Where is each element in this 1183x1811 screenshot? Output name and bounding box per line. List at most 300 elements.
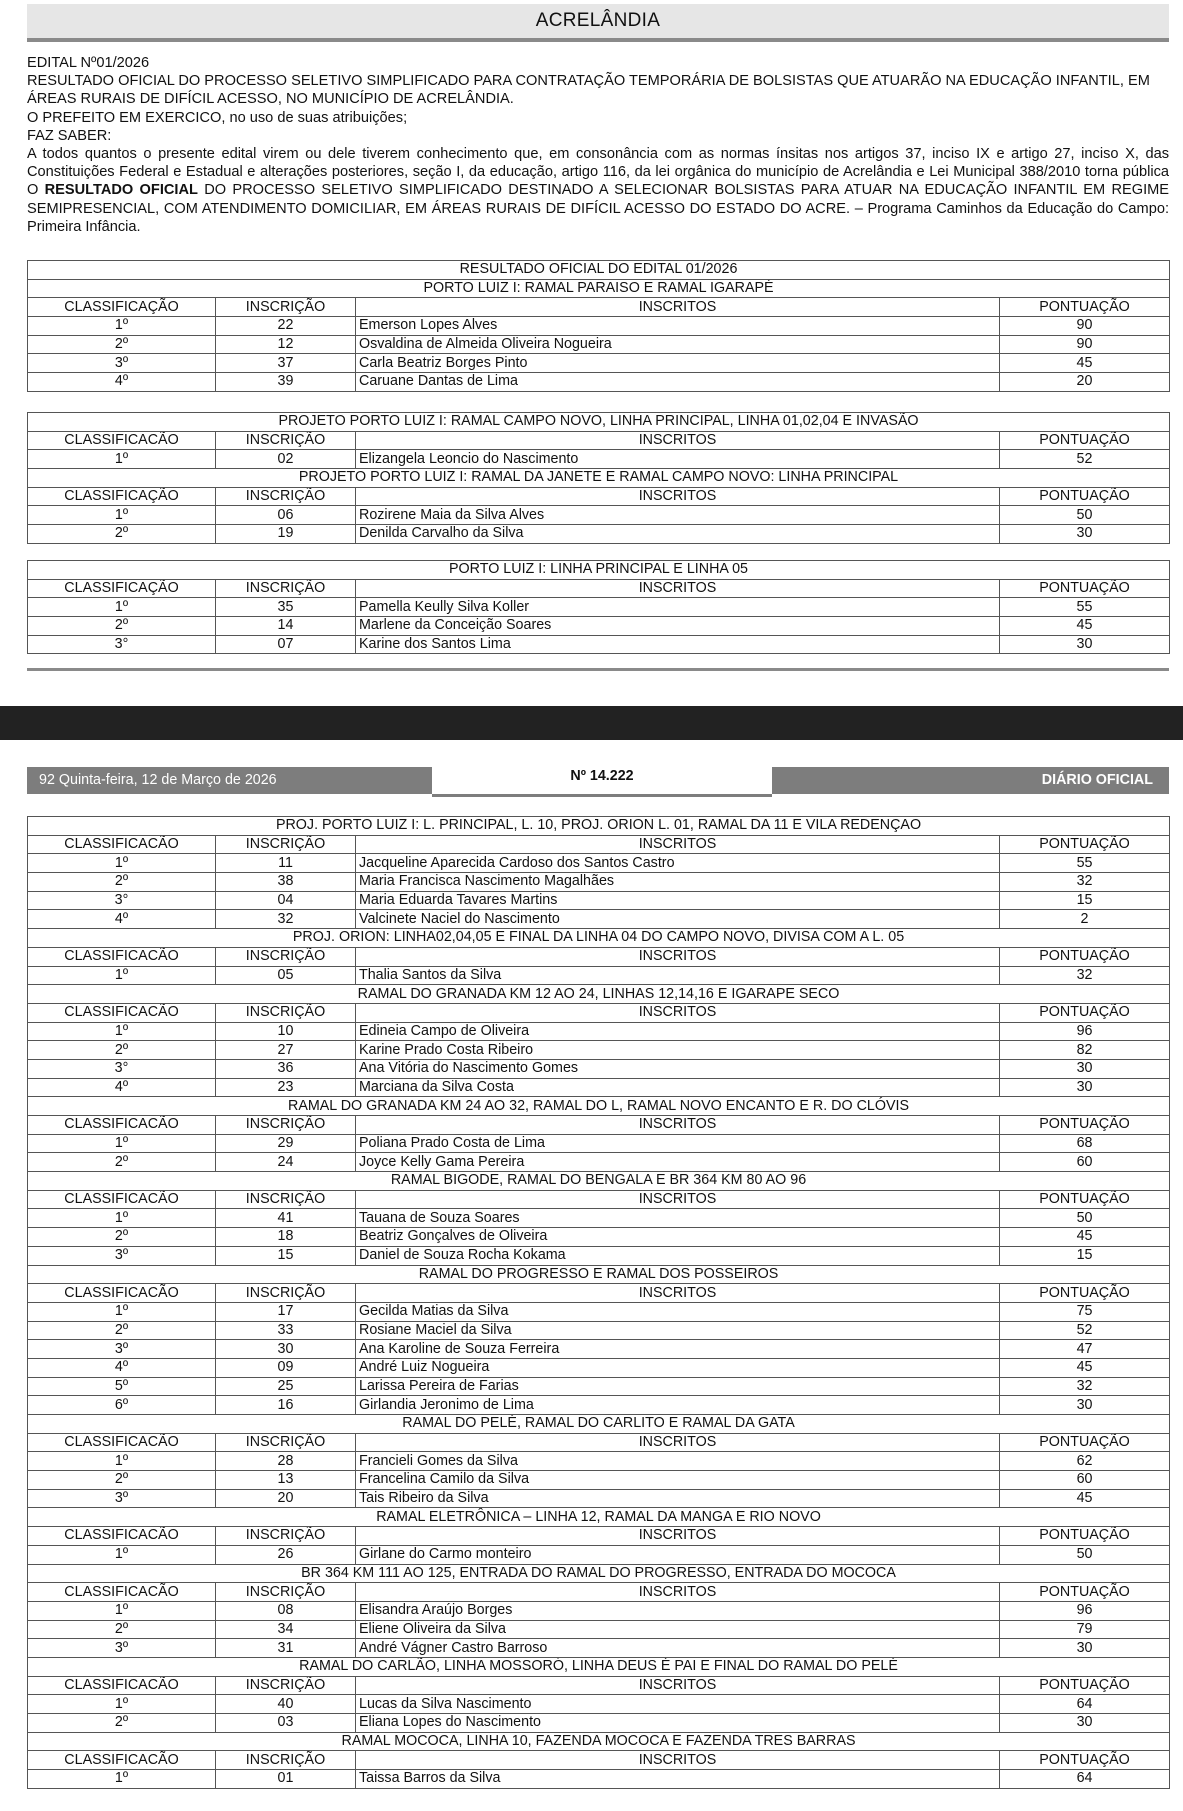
name-cell: Thalia Santos da Silva <box>356 966 1000 985</box>
inscricao-cell: 33 <box>216 1321 356 1340</box>
name-cell: Eliene Oliveira da Silva <box>356 1620 1000 1639</box>
rank-cell: 2º <box>28 873 216 892</box>
score-cell: 30 <box>1000 1714 1170 1733</box>
rank-cell: 3º <box>28 1246 216 1265</box>
table-row <box>28 1545 1170 1564</box>
col-classificacao: CLASSIFICAÇÃO <box>28 487 216 506</box>
score-cell: 60 <box>1000 1471 1170 1490</box>
name-cell: Carla Beatriz Borges Pinto <box>356 354 1000 373</box>
inscricao-cell: 37 <box>216 354 356 373</box>
score-cell: 30 <box>1000 635 1170 654</box>
score-cell: 50 <box>1000 506 1170 525</box>
name-cell: Larissa Pereira de Farias <box>356 1377 1000 1396</box>
score-cell: 64 <box>1000 1695 1170 1714</box>
section-heading-row <box>28 1415 1170 1434</box>
score-cell: 30 <box>1000 525 1170 544</box>
score-cell: 45 <box>1000 354 1170 373</box>
name-cell: Beatriz Gonçalves de Oliveira <box>356 1228 1000 1247</box>
col-pontuacao: PONTUAÇÃO <box>1000 579 1170 598</box>
column-header-row <box>28 1583 1170 1602</box>
inscricao-cell: 05 <box>216 966 356 985</box>
table-row <box>28 506 1170 525</box>
rank-cell: 1º <box>28 1601 216 1620</box>
col-classificacao: CLASSIFICACÃO <box>28 1284 216 1303</box>
result-table-3 <box>27 560 1170 654</box>
col-inscritos: INSCRITOS <box>356 1751 1000 1770</box>
col-inscritos: INSCRITOS <box>356 835 1000 854</box>
inscricao-cell: 36 <box>216 1059 356 1078</box>
inscricao-cell: 41 <box>216 1209 356 1228</box>
score-cell: 55 <box>1000 598 1170 617</box>
col-classificacao: CLASSIFICAÇÃO <box>28 579 216 598</box>
rank-cell: 2º <box>28 1471 216 1490</box>
table-row <box>28 1377 1170 1396</box>
col-classificacao: CLASSIFICACÃO <box>28 1676 216 1695</box>
table-row <box>28 1471 1170 1490</box>
name-cell: Taissa Barros da Silva <box>356 1770 1000 1789</box>
section-heading: PROJ. PORTO LUIZ I: L. PRINCIPAL, L. 10, PROJ. ORION L. 01, RAMAL DA 11 E VILA REDENÇAO <box>28 817 1170 836</box>
col-inscritos: INSCRITOS <box>356 1676 1000 1695</box>
result-table-4 <box>27 816 1170 1789</box>
result-table-2 <box>27 412 1170 544</box>
inscricao-cell: 20 <box>216 1489 356 1508</box>
faz-saber: FAZ SABER: <box>27 127 112 144</box>
rank-cell: 1º <box>28 966 216 985</box>
name-cell: Elisandra Araújo Borges <box>356 1601 1000 1620</box>
table-row <box>28 598 1170 617</box>
score-cell: 60 <box>1000 1153 1170 1172</box>
gazette-number: Nº 14.222 <box>432 765 772 797</box>
col-classificacao: CLASSIFICACÃO <box>28 1527 216 1546</box>
col-inscricao: INSCRIÇÃO <box>216 835 356 854</box>
score-cell: 32 <box>1000 873 1170 892</box>
name-cell: Girlane do Carmo monteiro <box>356 1545 1000 1564</box>
name-cell: Karine dos Santos Lima <box>356 635 1000 654</box>
rank-cell: 2º <box>28 1228 216 1247</box>
name-cell: Joyce Kelly Gama Pereira <box>356 1153 1000 1172</box>
name-cell: Poliana Prado Costa de Lima <box>356 1134 1000 1153</box>
inscricao-cell: 32 <box>216 910 356 929</box>
table-row <box>28 450 1170 469</box>
column-header-row <box>28 1190 1170 1209</box>
gazette-name: DIÁRIO OFICIAL <box>1041 772 1153 788</box>
inscricao-cell: 02 <box>216 450 356 469</box>
rank-cell: 2º <box>28 1714 216 1733</box>
col-pontuacao: PONTUAÇÃO <box>1000 1116 1170 1135</box>
col-inscritos: INSCRITOS <box>356 1527 1000 1546</box>
col-pontuacao: PONTUAÇÃO <box>1000 487 1170 506</box>
rank-cell: 2º <box>28 1321 216 1340</box>
score-cell: 90 <box>1000 335 1170 354</box>
score-cell: 75 <box>1000 1302 1170 1321</box>
column-header-row <box>28 1676 1170 1695</box>
score-cell: 96 <box>1000 1601 1170 1620</box>
body-text-2: DO PROCESSO SELETIVO SIMPLIFICADO DESTINADO A SELECIONAR BOLSISTAS PARA ATUAR NA EDUCAÇÃO INFANTIL EM REGIME SEMIPRESENCIAL, COM ATENDIMENTO DOMICILIAR, EM ÁREAS RURAIS DE DIFÍCIL ACESSO DO ESTADO DO ACRE. – Programa Caminhos da Educação do Campo: Primeira Infância. <box>27 182 1170 235</box>
inscricao-cell: 22 <box>216 317 356 336</box>
page-separator <box>0 706 1183 740</box>
rank-cell: 1º <box>28 1452 216 1471</box>
name-cell: Ana Vitória do Nascimento Gomes <box>356 1059 1000 1078</box>
edital-number: EDITAL Nº01/2026 <box>27 55 150 71</box>
column-header-row <box>28 947 1170 966</box>
column-header-row <box>28 1433 1170 1452</box>
score-cell: 20 <box>1000 373 1170 392</box>
column-header-row <box>28 835 1170 854</box>
score-cell: 15 <box>1000 1246 1170 1265</box>
name-cell: Denilda Carvalho da Silva <box>356 525 1000 544</box>
table-row <box>28 1714 1170 1733</box>
section-heading-row <box>28 1508 1170 1527</box>
score-cell: 64 <box>1000 1770 1170 1789</box>
edital-intro <box>27 54 1169 236</box>
rank-cell: 1º <box>28 1134 216 1153</box>
col-classificacao: CLASSIFICACÃO <box>28 1433 216 1452</box>
score-cell: 50 <box>1000 1209 1170 1228</box>
table-row <box>28 1022 1170 1041</box>
col-pontuacao: PONTUAÇÃO <box>1000 947 1170 966</box>
name-cell: Karine Prado Costa Ribeiro <box>356 1041 1000 1060</box>
column-header-row <box>28 298 1170 317</box>
name-cell: Emerson Lopes Alves <box>356 317 1000 336</box>
inscricao-cell: 38 <box>216 873 356 892</box>
section-heading: RAMAL BIGODE, RAMAL DO BENGALA E BR 364 KM 80 AO 96 <box>28 1172 1170 1191</box>
section-heading-row <box>28 1732 1170 1751</box>
name-cell: Tauana de Souza Soares <box>356 1209 1000 1228</box>
inscricao-cell: 10 <box>216 1022 356 1041</box>
section-heading: PROJETO PORTO LUIZ I: RAMAL DA JANETE E RAMAL CAMPO NOVO: LINHA PRINCIPAL <box>28 469 1170 488</box>
col-classificacao: CLASSIFICACÃO <box>28 1003 216 1022</box>
score-cell: 15 <box>1000 891 1170 910</box>
table-row <box>28 854 1170 873</box>
score-cell: 52 <box>1000 450 1170 469</box>
inscricao-cell: 23 <box>216 1078 356 1097</box>
col-pontuacao: PONTUAÇÃO <box>1000 298 1170 317</box>
table-row <box>28 1601 1170 1620</box>
section-heading-row <box>28 469 1170 488</box>
col-pontuacao: PONTUAÇÃO <box>1000 1433 1170 1452</box>
name-cell: Maria Francisca Nascimento Magalhães <box>356 873 1000 892</box>
inscricao-cell: 07 <box>216 635 356 654</box>
score-cell: 47 <box>1000 1340 1170 1359</box>
inscricao-cell: 09 <box>216 1358 356 1377</box>
name-cell: Caruane Dantas de Lima <box>356 373 1000 392</box>
table-row <box>28 966 1170 985</box>
table-row <box>28 335 1170 354</box>
col-pontuacao: PONTUAÇÃO <box>1000 1583 1170 1602</box>
table-row <box>28 635 1170 654</box>
score-cell: 52 <box>1000 1321 1170 1340</box>
col-classificacao: CLASSIFICACÃO <box>28 1583 216 1602</box>
name-cell: Jacqueline Aparecida Cardoso dos Santos Castro <box>356 854 1000 873</box>
rank-cell: 1º <box>28 506 216 525</box>
inscricao-cell: 26 <box>216 1545 356 1564</box>
page-bottom <box>0 740 1183 1811</box>
table-row <box>28 1396 1170 1415</box>
col-inscricao: INSCRIÇÃO <box>216 298 356 317</box>
body-text-1: A todos quantos o presente edital virem ou dele tiverem conhecimento que, em consonância com as normas ínsitas nos artigos 37, inciso IX e artigo 27, inciso X, das Constituições Federal e Estadual e alterações posteriores, seção I, da educação, artigo 116, da lei orgânica do município de Acrelândia e Lei Municipal 388/2010 torna pública O <box>27 146 1169 199</box>
inscricao-cell: 34 <box>216 1620 356 1639</box>
column-header-row <box>28 431 1170 450</box>
table-row <box>28 891 1170 910</box>
table-row <box>28 1153 1170 1172</box>
rank-cell: 3° <box>28 635 216 654</box>
page-date: 92 Quinta-feira, 12 de Março de 2026 <box>39 772 277 788</box>
rank-cell: 3º <box>28 1639 216 1658</box>
column-header-row <box>28 1284 1170 1303</box>
rank-cell: 3° <box>28 1059 216 1078</box>
table-row <box>28 873 1170 892</box>
rank-cell: 2º <box>28 1153 216 1172</box>
section-heading-row <box>28 1265 1170 1284</box>
col-inscritos: INSCRITOS <box>356 1583 1000 1602</box>
col-pontuacao: PONTUAÇÃO <box>1000 835 1170 854</box>
inscricao-cell: 30 <box>216 1340 356 1359</box>
table-row <box>28 1228 1170 1247</box>
section-heading: RAMAL DO CARLÃO, LINHA MOSSORÓ, LINHA DEUS É PAI E FINAL DO RAMAL DO PELÉ <box>28 1657 1170 1676</box>
name-cell: Lucas da Silva Nascimento <box>356 1695 1000 1714</box>
rank-cell: 1º <box>28 450 216 469</box>
inscricao-cell: 16 <box>216 1396 356 1415</box>
table-row <box>28 1770 1170 1789</box>
section-heading-row <box>28 985 1170 1004</box>
rank-cell: 6º <box>28 1396 216 1415</box>
section-heading: RAMAL DO PROGRESSO E RAMAL DOS POSSEIROS <box>28 1265 1170 1284</box>
table-row <box>28 1078 1170 1097</box>
section-heading: PROJ. ORION: LINHA02,04,05 E FINAL DA LINHA 04 DO CAMPO NOVO, DIVISA COM A L. 05 <box>28 929 1170 948</box>
col-inscritos: INSCRITOS <box>356 1116 1000 1135</box>
section-heading-row <box>28 1657 1170 1676</box>
result-table-1 <box>27 260 1170 392</box>
col-inscritos: INSCRITOS <box>356 487 1000 506</box>
inscricao-cell: 12 <box>216 335 356 354</box>
section-heading-row <box>28 1564 1170 1583</box>
rank-cell: 1º <box>28 1695 216 1714</box>
section-heading-row <box>28 1097 1170 1116</box>
col-inscritos: INSCRITOS <box>356 431 1000 450</box>
rank-cell: 1º <box>28 598 216 617</box>
page-header <box>27 4 1169 42</box>
name-cell: Pamella Keully Silva Koller <box>356 598 1000 617</box>
score-cell: 45 <box>1000 1358 1170 1377</box>
col-classificacao: CLASSIFICACÃO <box>28 947 216 966</box>
score-cell: 32 <box>1000 966 1170 985</box>
col-inscritos: INSCRITOS <box>356 579 1000 598</box>
rank-cell: 5º <box>28 1377 216 1396</box>
inscricao-cell: 29 <box>216 1134 356 1153</box>
name-cell: Gecilda Matias da Silva <box>356 1302 1000 1321</box>
inscricao-cell: 04 <box>216 891 356 910</box>
col-inscritos: INSCRITOS <box>356 298 1000 317</box>
col-inscritos: INSCRITOS <box>356 1190 1000 1209</box>
table-row <box>28 354 1170 373</box>
section-heading-row <box>28 279 1170 298</box>
table-row <box>28 1452 1170 1471</box>
score-cell: 50 <box>1000 1545 1170 1564</box>
score-cell: 30 <box>1000 1396 1170 1415</box>
col-inscricao: INSCRIÇÃO <box>216 1116 356 1135</box>
score-cell: 30 <box>1000 1078 1170 1097</box>
column-header-row <box>28 1003 1170 1022</box>
col-inscritos: INSCRITOS <box>356 947 1000 966</box>
inscricao-cell: 19 <box>216 525 356 544</box>
col-classificacao: CLASSIFICACÃO <box>28 835 216 854</box>
col-inscricao: INSCRIÇÃO <box>216 1003 356 1022</box>
page-top <box>0 0 1183 706</box>
col-pontuacao: PONTUAÇÃO <box>1000 1284 1170 1303</box>
inscricao-cell: 24 <box>216 1153 356 1172</box>
col-pontuacao: PONTUAÇÃO <box>1000 431 1170 450</box>
name-cell: André Vágner Castro Barroso <box>356 1639 1000 1658</box>
prefeito-line: O PREFEITO EM EXERCICO, no uso de suas atribuições; <box>27 109 408 126</box>
table-row <box>28 525 1170 544</box>
inscricao-cell: 15 <box>216 1246 356 1265</box>
col-inscricao: INSCRIÇÃO <box>216 1583 356 1602</box>
rank-cell: 2º <box>28 1041 216 1060</box>
page-header-title: ACRELÂNDIA <box>535 10 661 31</box>
table-row <box>28 1302 1170 1321</box>
rank-cell: 3° <box>28 891 216 910</box>
col-inscricao: INSCRIÇÃO <box>216 579 356 598</box>
score-cell: 32 <box>1000 1377 1170 1396</box>
table-row <box>28 1358 1170 1377</box>
table-row <box>28 910 1170 929</box>
inscricao-cell: 35 <box>216 598 356 617</box>
table-row <box>28 1134 1170 1153</box>
name-cell: Ana Karoline de Souza Ferreira <box>356 1340 1000 1359</box>
inscricao-cell: 14 <box>216 617 356 636</box>
section-heading-row <box>28 817 1170 836</box>
rank-cell: 4º <box>28 373 216 392</box>
inscricao-cell: 39 <box>216 373 356 392</box>
divider <box>27 668 1169 671</box>
edital-title: RESULTADO OFICIAL DO PROCESSO SELETIVO SIMPLIFICADO PARA CONTRATAÇÃO TEMPORÁRIA DE BOLSISTAS QUE ATUARÃO NA EDUCAÇÃO INFANTIL, EM ÁREAS RURAIS DE DIFÍCIL ACESSO, NO MUNICÍPIO DE ACRELÂNDIA. <box>27 73 1150 108</box>
section-heading: PORTO LUIZ I: RAMAL PARAISO E RAMAL IGARAPÉ <box>28 279 1170 298</box>
column-header-row <box>28 579 1170 598</box>
name-cell: André Luiz Nogueira <box>356 1358 1000 1377</box>
body-bold: RESULTADO OFICIAL <box>44 182 198 199</box>
col-inscricao: INSCRIÇÃO <box>216 1284 356 1303</box>
score-cell: 30 <box>1000 1639 1170 1658</box>
name-cell: Girlandia Jeronimo de Lima <box>356 1396 1000 1415</box>
inscricao-cell: 17 <box>216 1302 356 1321</box>
rank-cell: 4º <box>28 910 216 929</box>
table-row <box>28 1246 1170 1265</box>
score-cell: 45 <box>1000 1489 1170 1508</box>
table-row <box>28 617 1170 636</box>
name-cell: Marlene da Conceição Soares <box>356 617 1000 636</box>
name-cell: Valcinete Naciel do Nascimento <box>356 910 1000 929</box>
section-heading: PROJETO PORTO LUIZ I: RAMAL CAMPO NOVO, LINHA PRINCIPAL, LINHA 01,02,04 E INVASÃO <box>28 413 1170 432</box>
table-row <box>28 1695 1170 1714</box>
col-classificacao: CLASSIFICACÃO <box>28 1190 216 1209</box>
table-row <box>28 1340 1170 1359</box>
inscricao-cell: 13 <box>216 1471 356 1490</box>
col-inscricao: INSCRIÇÃO <box>216 431 356 450</box>
table-row <box>28 373 1170 392</box>
section-heading-row <box>28 413 1170 432</box>
table-row <box>28 1639 1170 1658</box>
name-cell: Daniel de Souza Rocha Kokama <box>356 1246 1000 1265</box>
score-cell: 2 <box>1000 910 1170 929</box>
section-heading: RAMAL DO GRANADA KM 12 AO 24, LINHAS 12,14,16 E IGARAPE SECO <box>28 985 1170 1004</box>
score-cell: 45 <box>1000 1228 1170 1247</box>
inscricao-cell: 06 <box>216 506 356 525</box>
col-pontuacao: PONTUAÇÃO <box>1000 1676 1170 1695</box>
col-classificacao: CLASSIFICACÃO <box>28 1116 216 1135</box>
col-classificacao: CLASSIFICACÃO <box>28 1751 216 1770</box>
name-cell: Francelina Camilo da Silva <box>356 1471 1000 1490</box>
col-inscricao: INSCRIÇÃO <box>216 1751 356 1770</box>
name-cell: Elizangela Leoncio do Nascimento <box>356 450 1000 469</box>
inscricao-cell: 40 <box>216 1695 356 1714</box>
rank-cell: 2º <box>28 617 216 636</box>
score-cell: 68 <box>1000 1134 1170 1153</box>
col-inscricao: INSCRIÇÃO <box>216 487 356 506</box>
table-row <box>28 1209 1170 1228</box>
score-cell: 82 <box>1000 1041 1170 1060</box>
col-inscritos: INSCRITOS <box>356 1284 1000 1303</box>
name-cell: Rosiane Maciel da Silva <box>356 1321 1000 1340</box>
column-header-row <box>28 487 1170 506</box>
score-cell: 96 <box>1000 1022 1170 1041</box>
gazette-header-bar <box>27 767 1169 794</box>
section-heading: RAMAL ELETRÔNICA – LINHA 12, RAMAL DA MANGA E RIO NOVO <box>28 1508 1170 1527</box>
score-cell: 55 <box>1000 854 1170 873</box>
name-cell: Marciana da Silva Costa <box>356 1078 1000 1097</box>
col-pontuacao: PONTUAÇÃO <box>1000 1003 1170 1022</box>
score-cell: 30 <box>1000 1059 1170 1078</box>
score-cell: 62 <box>1000 1452 1170 1471</box>
section-heading-row <box>28 1172 1170 1191</box>
section-heading: RAMAL DO GRANADA KM 24 AO 32, RAMAL DO L, RAMAL NOVO ENCANTO E R. DO CLÓVIS <box>28 1097 1170 1116</box>
table-row <box>28 1321 1170 1340</box>
inscricao-cell: 28 <box>216 1452 356 1471</box>
name-cell: Maria Eduarda Tavares Martins <box>356 891 1000 910</box>
rank-cell: 4º <box>28 1358 216 1377</box>
rank-cell: 3º <box>28 1489 216 1508</box>
rank-cell: 4º <box>28 1078 216 1097</box>
inscricao-cell: 11 <box>216 854 356 873</box>
name-cell: Francieli Gomes da Silva <box>356 1452 1000 1471</box>
col-pontuacao: PONTUAÇÃO <box>1000 1527 1170 1546</box>
table-row <box>28 1059 1170 1078</box>
col-inscricao: INSCRIÇÃO <box>216 1527 356 1546</box>
col-inscritos: INSCRITOS <box>356 1003 1000 1022</box>
col-inscricao: INSCRIÇÃO <box>216 1190 356 1209</box>
rank-cell: 1º <box>28 1770 216 1789</box>
inscricao-cell: 31 <box>216 1639 356 1658</box>
name-cell: Tais Ribeiro da Silva <box>356 1489 1000 1508</box>
col-pontuacao: PONTUAÇÃO <box>1000 1751 1170 1770</box>
table-row <box>28 317 1170 336</box>
table-title-row <box>28 261 1170 280</box>
col-classificacao: CLASSIFICACÃO <box>28 431 216 450</box>
inscricao-cell: 08 <box>216 1601 356 1620</box>
section-heading: PORTO LUIZ I: LINHA PRINCIPAL E LINHA 05 <box>28 561 1170 580</box>
col-pontuacao: PONTUAÇÃO <box>1000 1190 1170 1209</box>
score-cell: 79 <box>1000 1620 1170 1639</box>
inscricao-cell: 03 <box>216 1714 356 1733</box>
table-row <box>28 1620 1170 1639</box>
rank-cell: 2º <box>28 525 216 544</box>
name-cell: Osvaldina de Almeida Oliveira Nogueira <box>356 335 1000 354</box>
col-classificacao: CLASSIFICAÇÃO <box>28 298 216 317</box>
rank-cell: 1º <box>28 317 216 336</box>
edital-body <box>27 145 1169 236</box>
column-header-row <box>28 1751 1170 1770</box>
inscricao-cell: 27 <box>216 1041 356 1060</box>
col-inscricao: INSCRIÇÃO <box>216 947 356 966</box>
